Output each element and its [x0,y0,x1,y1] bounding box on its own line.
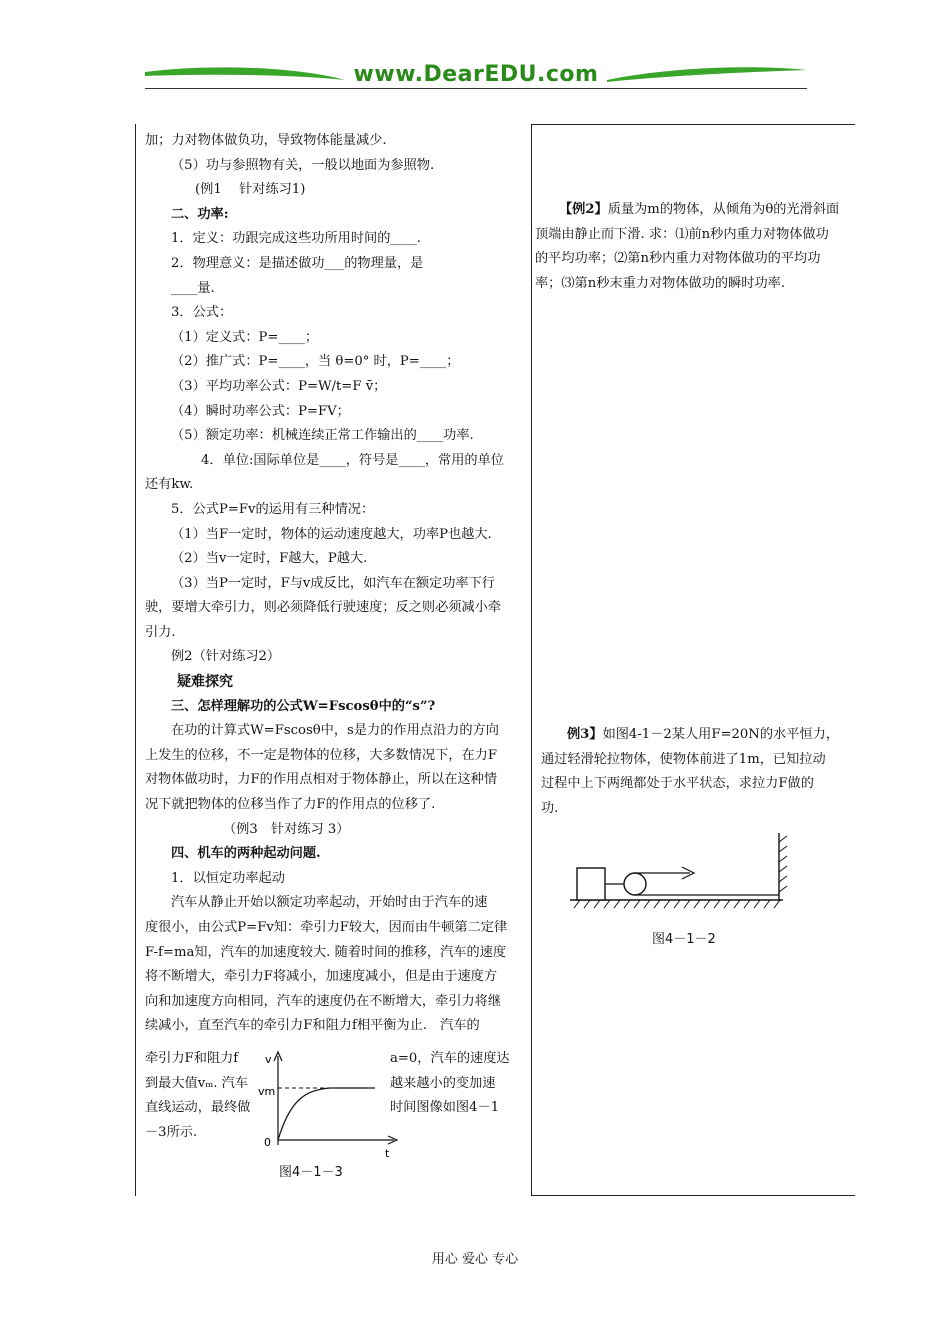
text-line: 过程中上下两绳都处于水平状态，求拉力F做的 [541,776,814,792]
text-line: 加；力对物体做负功，导致物体能量减少. [145,133,387,148]
example-2-tag: 【例2】 [559,202,608,217]
text-line: 时间图像如图4－1 [390,1100,500,1116]
graph-caption: 图4－1－3 [279,1165,343,1180]
text-line: 4．单位:国际单位是____，符号是____，常用的单位 [201,452,504,468]
text-line: 驶，要增大牵引力，则必须降低行驶速度；反之则必须减小牵 [145,600,502,616]
text-line: （例3 针对练习 3） [223,821,350,837]
text-line: 如图4-1－2某人用F=20N的水平恒力， [602,727,839,742]
page-footer: 用心 爱心 专心 [431,1252,519,1267]
text-line: 汽车从静止开始以额定功率起动，开始时由于汽车的速 [171,895,488,911]
text-line: 越来越小的变加速 [390,1075,496,1091]
text-line: 续减小，直至汽车的牵引力F和阻力f相平衡为止. 汽车的 [145,1018,480,1034]
text-line: （4）瞬时功率公式：P=FV； [171,403,350,419]
text-line: 向和加速度方向相同，汽车的速度仍在不断增大，牵引力将继 [145,993,502,1009]
ground-hatching [574,900,780,908]
text-line: （3）平均功率公式：P=W/t=F v̄； [171,378,387,394]
text-line: 在功的计算式W=Fscosθ中，s是力的作用点沿力的方向 [171,723,499,739]
section-heading: 三、怎样理解功的公式W=Fscosθ中的“s”? [171,698,436,714]
text-line: ____量. [171,280,215,296]
site-logo[interactable]: www.DearEDU.com [353,62,599,87]
wall-hatching [779,836,787,892]
text-line: 牵引力F和阻力f [145,1051,239,1066]
vm-label: vm [258,1085,276,1098]
origin-label: 0 [264,1136,271,1149]
text-line: （5）额定功率：机械连续正常工作输出的____功率. [171,428,474,444]
text-line: 将不断增大，牵引力F将减小，加速度减小，但是由于速度方 [145,969,498,985]
text-line: 到最大值vₘ. 汽车 [145,1075,249,1091]
text-line: （5）功与参照物有关，一般以地面为参照物. [171,157,435,173]
section-heading: 二、功率: [171,206,229,222]
x-axis-label: t [385,1147,390,1160]
text-line: (例1 针对练习1) [195,182,306,198]
section-heading-sans: 疑难探究 [177,674,233,691]
text-line: （3）当P一定时，F与v成反比，如汽车在额定功率下行 [171,575,495,591]
text-line: 1．定义：功跟完成这些功所用时间的____. [171,231,421,247]
block [577,868,605,900]
text-line: （2）推广式：P=____，当 θ=0° 时，P=____； [171,354,460,370]
text-line: 还有kw. [145,477,194,493]
text-line: 2．物理意义：是描述做功___的物理量，是 [171,255,424,271]
figure-caption: 图4－1－2 [652,932,716,947]
text-line: 3．公式： [171,305,233,321]
text-line: －3所示. [145,1124,198,1140]
pulley-wheel [624,873,646,895]
text-line: 顶端由静止而下滑. 求：⑴前n秒内重力对物体做功 [535,226,829,242]
example-3-tag: 例3】 [567,727,603,742]
text-line: 度很小，由公式P=Fv知：牵引力F较大，因而由牛顿第二定律 [145,920,508,935]
text-line: 况下就把物体的位移当作了力F的作用点的位移了. [145,797,436,813]
text-line: 的平均功率；⑵第n秒内重力对物体做功的平均功 [535,251,821,267]
section-heading: 四、机车的两种起动问题. [171,846,321,862]
text-line: 通过轻滑轮拉物体，使物体前进了1m，已知拉动 [541,751,826,767]
text-line: a=0，汽车的速度达 [390,1051,510,1066]
text-line: （1）当F一定时，物体的运动速度越大，功率P也越大. [171,526,492,542]
text-line: 对物体做功时，力F的作用点相对于物体静止，所以在这种情 [145,772,498,788]
text-line: 直线运动，最终做 [145,1100,251,1116]
text-line: 5．公式P=Fv的运用有三种情况： [171,501,375,517]
text-line: 引力. [145,624,176,640]
text-line: 功. [541,800,559,816]
text-line: （1）定义式：P=____； [171,329,319,345]
text-line: 1．以恒定功率起动 [171,870,285,886]
text-line: F-f=ma知，汽车的加速度较大. 随着时间的推移，汽车的速度 [145,944,507,960]
text-line: 率；⑶第n秒末重力对物体做功的瞬时功率. [535,275,786,291]
text-line: 上发生的位移，不一定是物体的位移，大多数情况下，在力F [145,747,498,763]
y-axis-label: v [265,1053,272,1066]
text-line: 质量为m的物体，从倾角为θ的光滑斜面 [607,202,840,217]
text-line: 例2（针对练习2） [171,649,281,665]
text-line: （2）当v一定时，F越大，P越大. [171,551,368,567]
